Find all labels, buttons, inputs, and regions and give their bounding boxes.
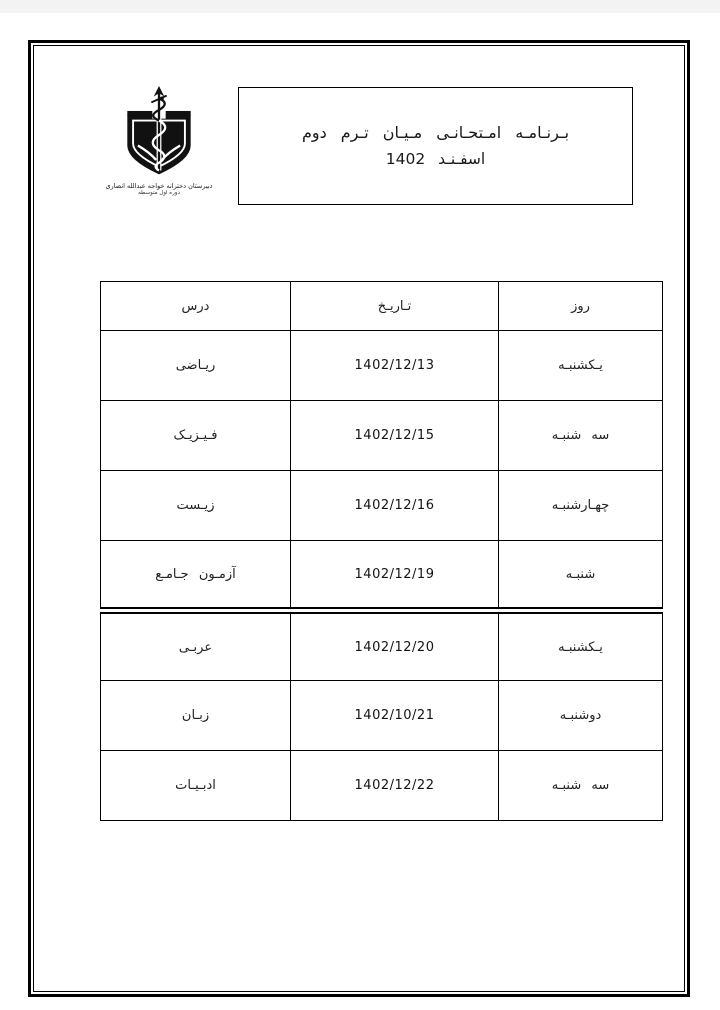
course-cell: آزمـون جـامـع <box>101 541 291 611</box>
course-cell: ریـاضی <box>101 331 291 401</box>
day-cell: یـکشنبـه <box>499 611 663 681</box>
date-cell: 1402/12/16 <box>291 471 499 541</box>
school-emblem-icon <box>99 86 219 182</box>
course-cell: فـیـزیـک <box>101 401 291 471</box>
column-header-course: درس <box>101 282 291 331</box>
school-name-caption: دبیرستان دخترانه خواجه عبدالله انصاری <box>105 181 213 191</box>
table-row <box>101 611 663 681</box>
title-box <box>238 87 633 205</box>
exam-schedule-table <box>100 281 663 821</box>
day-cell: سه شنبـه <box>499 401 663 471</box>
column-header-day: روز <box>499 282 663 331</box>
school-logo <box>99 86 219 197</box>
table-row <box>101 751 663 821</box>
date-cell: 1402/12/20 <box>291 611 499 681</box>
date-cell: 1402/12/15 <box>291 401 499 471</box>
school-subtitle-caption: دوره اول متوسطه <box>138 190 180 196</box>
day-cell: سه شنبـه <box>499 751 663 821</box>
table-row <box>101 401 663 471</box>
day-cell: دوشنبـه <box>499 681 663 751</box>
table-header-row <box>101 282 663 331</box>
date-cell: 1402/12/19 <box>291 541 499 611</box>
day-cell: شنبـه <box>499 541 663 611</box>
table-row <box>101 331 663 401</box>
course-cell: عربـی <box>101 611 291 681</box>
course-cell: زبـان <box>101 681 291 751</box>
course-cell: ادبـیـات <box>101 751 291 821</box>
table-row <box>101 471 663 541</box>
date-cell: 1402/12/13 <box>291 331 499 401</box>
course-cell: زیـست <box>101 471 291 541</box>
table-body <box>101 331 663 821</box>
table-row <box>101 541 663 611</box>
date-cell: 1402/10/21 <box>291 681 499 751</box>
document-title-line2: اسفـنـد 1402 <box>385 150 486 168</box>
column-header-date: تـاریـخ <box>291 282 499 331</box>
page-top-strip <box>0 0 720 13</box>
document-title-line1: بـرنـامـه امـتحـانـی مـیـان تـرم دوم <box>301 123 570 142</box>
date-cell: 1402/12/22 <box>291 751 499 821</box>
day-cell: یـکشنبـه <box>499 331 663 401</box>
table-row <box>101 681 663 751</box>
day-cell: چهـارشنبـه <box>499 471 663 541</box>
